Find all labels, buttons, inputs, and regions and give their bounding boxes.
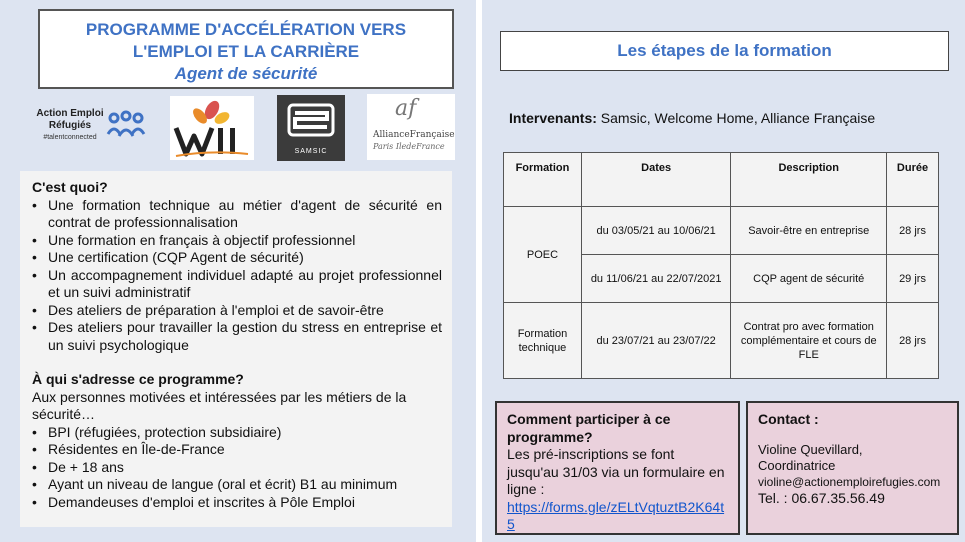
alliance-francaise-logo [367, 94, 455, 160]
samsic-logo [277, 95, 345, 161]
who-heading: À qui s'adresse ce programme? [32, 371, 244, 387]
cell-description: Savoir-être en entreprise [731, 207, 887, 255]
registration-form-link[interactable]: https://forms.gle/zELtVqtuztB2K64t5 [507, 498, 725, 532]
steps-title: Les étapes de la formation [500, 31, 949, 71]
intervenants-label: Intervenants: [509, 110, 597, 126]
cell-description: CQP agent de sécurité [731, 255, 887, 303]
participate-text: Les pré-inscriptions se font jusqu'au 31/03 via un formulaire en ligne : [507, 446, 725, 497]
table-row [504, 303, 939, 379]
aer-line-2: Réfugiés [48, 120, 92, 131]
cell-duree: 28 jrs [887, 303, 939, 379]
af-name: AllianceFrançaise [373, 130, 455, 140]
who-intro: Aux personnes motivées et intéressées par les métiers de la sécurité… [32, 388, 407, 422]
aer-tag: #talentconnected [43, 134, 97, 141]
contact-email[interactable]: violine@actionemploirefugies.com [758, 475, 941, 489]
table-header-row [504, 153, 939, 207]
subtitle: Agent de sécurité [174, 64, 318, 83]
title-line-2: L'EMPLOI ET LA CARRIÈRE [132, 42, 360, 61]
list-item: • Une formation en français à objectif professionnel [32, 232, 442, 250]
list-item: • Un accompagnement individuel adapté au projet professionnel et un suivi administratif [32, 267, 442, 302]
intervenants [509, 110, 875, 126]
af-city: Paris IledeFrance [373, 142, 445, 151]
af-mark: af [395, 96, 417, 121]
people-group-icon [106, 110, 146, 144]
list-item: • Une formation technique au métier d'agent de sécurité en contrat de professionnalisation [32, 197, 442, 232]
cell-formation: Formation technique [504, 303, 582, 379]
list-item: • Demandeuses d'emploi et inscrites à Pôle Emploi [32, 494, 442, 512]
cell-formation: POEC [504, 207, 582, 303]
list-item: • Ayant un niveau de langue (oral et écrit) B1 au minimum [32, 476, 442, 494]
right-panel [482, 0, 965, 542]
what-list [32, 197, 442, 355]
contact-name: Violine Quevillard, [758, 442, 863, 457]
cell-description: Contrat pro avec formation complémentaire et cours de FLE [731, 303, 887, 379]
header-description: Description [731, 153, 887, 207]
intervenants-value: Samsic, Welcome Home, Alliance Française [596, 110, 876, 126]
cell-dates: du 03/05/21 au 10/06/21 [581, 207, 731, 255]
list-item: • BPI (réfugiées, protection subsidiaire) [32, 424, 442, 442]
contact-box [746, 401, 959, 535]
cell-duree: 28 jrs [887, 207, 939, 255]
list-item: • Une certification (CQP Agent de sécurité) [32, 249, 442, 267]
header-duree: Durée [887, 153, 939, 207]
list-item: • Des ateliers pour travailler la gestion du stress en entreprise et un suivi psychologique [32, 319, 442, 354]
table-row [504, 207, 939, 255]
contact-role: Coordinatrice [758, 458, 836, 473]
steps-table [503, 152, 939, 379]
list-item: • Des ateliers de préparation à l'emploi et de savoir-être [32, 302, 442, 320]
contact-phone: Tel. : 06.67.35.56.49 [758, 490, 885, 506]
cell-dates: du 23/07/21 au 23/07/22 [581, 303, 731, 379]
cell-dates: du 11/06/21 au 22/07/2021 [581, 255, 731, 303]
samsic-wordmark: SAMSIC [294, 148, 328, 155]
list-item: • Résidentes en Île-de-France [32, 441, 442, 459]
title-box [38, 9, 454, 89]
how-to-participate-box [495, 401, 740, 535]
action-emploi-refugies-logo [22, 100, 160, 162]
who-list [32, 424, 442, 512]
aer-line-1: Action Emploi [36, 108, 104, 119]
contact-heading: Contact : [758, 411, 819, 427]
list-item: • De + 18 ans [32, 459, 442, 477]
participate-heading: Comment participer à ce programme? [507, 411, 671, 445]
what-heading: C'est quoi? [32, 179, 108, 195]
cell-duree: 29 jrs [887, 255, 939, 303]
left-panel [0, 0, 476, 542]
header-dates: Dates [581, 153, 731, 207]
header-formation: Formation [504, 153, 582, 207]
welcome-home-logo [170, 96, 254, 160]
title-line-1: PROGRAMME D'ACCÉLÉRATION VERS [85, 20, 407, 39]
program-info-box [20, 171, 452, 527]
